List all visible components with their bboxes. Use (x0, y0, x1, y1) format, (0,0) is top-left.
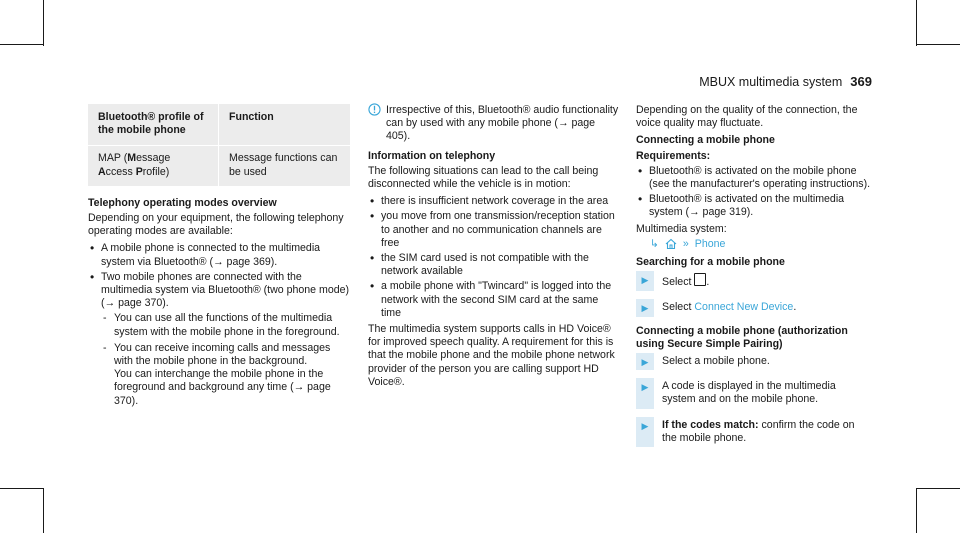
arrow-right-icon: ▶ (641, 420, 649, 431)
section-heading: Connecting a mobile phone (authorization using Secure Simple Pairing) (636, 324, 848, 350)
list-item: • Bluetooth® is activated on the mobile phone (see the manufacturer's operating instructions). (636, 165, 872, 191)
sub-list-text: You can receive incoming calls and messages with the mobile phone in the background. (114, 341, 331, 368)
section-heading: Connecting a mobile phone (636, 134, 775, 147)
step-condition: If the codes match: (662, 418, 759, 431)
column-right (636, 104, 872, 455)
step-text: Select a mobile phone. (662, 355, 770, 368)
profile-letter: P (135, 165, 143, 178)
step-text: Select Connect New Device. (662, 301, 797, 314)
profile-table (88, 104, 350, 186)
list-item: • there is insufficient network coverage in the area (368, 195, 620, 208)
crop-mark (916, 488, 917, 533)
arrow-right-icon: ▶ (641, 382, 649, 393)
arrow-right-icon: ▶ (641, 357, 649, 368)
phone-icon (694, 273, 706, 286)
page-header (699, 74, 872, 89)
requirements-label: Requirements: (636, 149, 711, 162)
table-cell-function: Message functions can be used (219, 146, 351, 186)
profile-letter: M (127, 152, 137, 165)
column-middle (368, 104, 620, 393)
bullet-list (636, 165, 872, 220)
path-label: Multimedia system: (636, 222, 727, 235)
profile-text: rofile) (142, 165, 170, 178)
note-text: Irrespective of this, Bluetooth® audio functionality can by used with any mobile phone (→ page 405). (386, 104, 619, 143)
instruction-step (636, 299, 872, 316)
instruction-step (636, 271, 872, 291)
path-arrow-icon: ↳ (650, 237, 659, 250)
bullet-list (88, 242, 350, 407)
list-item: • Bluetooth® is activated on the multimedia system (→ page 319). (636, 193, 872, 219)
list-item: • a mobile phone with "Twincard" is logged into the network with the second SIM card at the same time (368, 280, 620, 320)
crop-mark (916, 488, 960, 489)
profile-text: MAP ( (98, 152, 128, 165)
list-item-text: Two mobile phones are connected with the multimedia system via Bluetooth® (two phone mode) (→ page 370). (101, 270, 350, 310)
section-heading: Information on telephony (368, 149, 496, 162)
step-text-prefix: Select (662, 301, 692, 314)
column-left (88, 104, 350, 411)
crop-mark (0, 44, 44, 45)
section-heading: Telephony operating modes overview (88, 196, 277, 209)
arrow-right-icon: ▶ (641, 275, 649, 286)
header-title: MBUX multimedia system (699, 75, 843, 89)
crop-mark (916, 0, 917, 46)
list-item: • A mobile phone is connected to the multimedia system via Bluetooth® (→ page 369). (88, 242, 350, 268)
bullet-list (368, 195, 620, 320)
profile-text: essage (136, 152, 171, 165)
crop-mark (43, 488, 44, 533)
arrow-right-icon: ▶ (641, 303, 649, 314)
table-cell-profile (88, 146, 219, 186)
paragraph: Depending on your equipment, the following telephony operating modes are available: (88, 212, 344, 238)
crop-mark (916, 44, 960, 45)
connect-new-device-link: Connect New Device (694, 301, 794, 314)
instruction-step (636, 353, 872, 370)
step-text-prefix: Select (662, 276, 692, 289)
chevron-right-icon: » (682, 237, 689, 250)
menu-path (650, 238, 872, 251)
paragraph: The following situations can lead to the call being disconnected while the vehicle is in motion: (368, 164, 599, 191)
instruction-step (636, 417, 872, 447)
info-note (368, 104, 620, 144)
profile-letter: A (98, 165, 106, 178)
list-item: • the SIM card used is not compatible with the network available (368, 252, 620, 278)
step-text-rest: confirm the code on the mobile phone. (662, 418, 855, 444)
paragraph: The multimedia system supports calls in HD Voice® for improved speech quality. A requirement for this is that the mobile phone and the mobile phone network provider of the person you are calling support HD Voice®. (368, 323, 615, 388)
sub-list-item (101, 342, 350, 408)
page-number: 369 (850, 74, 872, 89)
table-row (88, 146, 350, 186)
profile-text: ccess (105, 165, 136, 178)
crop-mark (43, 0, 44, 46)
section-heading: Searching for a mobile phone (636, 256, 785, 269)
crop-mark (0, 488, 44, 489)
instruction-step (636, 378, 872, 408)
step-text: A code is displayed in the multimedia system and on the mobile phone. (662, 380, 836, 406)
sub-list-item: - You can use all the functions of the multimedia system with the mobile phone in the foreground. (101, 312, 350, 338)
paragraph: Depending on the quality of the connection, the voice quality may fluctuate. (636, 104, 858, 130)
list-item: • you move from one transmission/reception station to another and no communication channels are free (368, 210, 620, 250)
sub-list-text: You can interchange the mobile phone in the foreground and background any time (→ page 370). (114, 368, 331, 407)
path-item-phone: Phone (694, 237, 726, 250)
table-header-profile: Bluetooth® profile of the mobile phone (98, 111, 204, 137)
info-icon (368, 103, 381, 116)
list-item (88, 271, 350, 408)
sub-list (101, 312, 350, 407)
step-text: Select . (654, 271, 709, 291)
step-text (654, 417, 872, 447)
table-header-function: Function (219, 104, 351, 146)
home-icon (665, 238, 677, 250)
